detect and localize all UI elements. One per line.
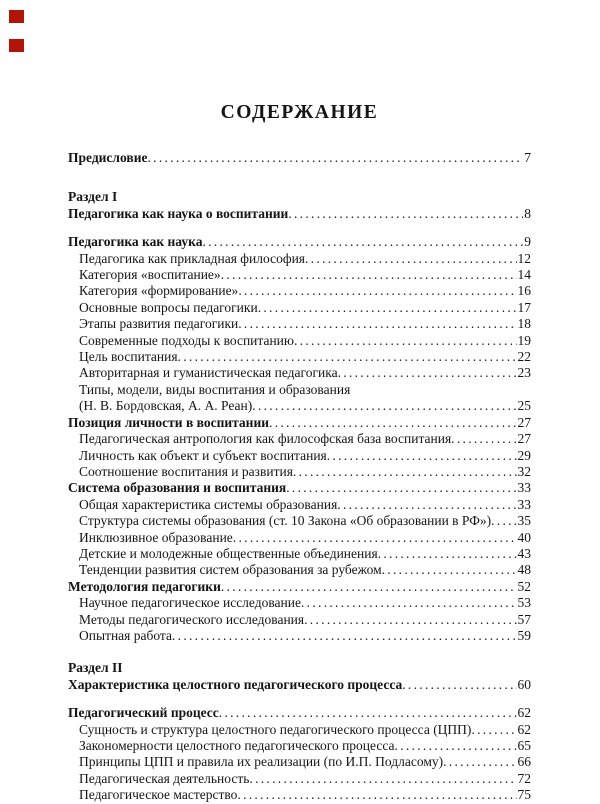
dot-leader	[288, 206, 523, 222]
toc-entry-page-number: 65	[517, 738, 531, 753]
toc-entry-label: Педагогика как прикладная философия	[79, 250, 306, 266]
toc-entry-page-number: 59	[517, 627, 531, 643]
dot-leader	[304, 612, 516, 628]
toc-entry-page-number: 19	[517, 332, 531, 348]
toc-entry	[68, 234, 531, 250]
toc-section-heading	[68, 382, 531, 398]
toc-entry-label: Категория «воспитание»	[79, 267, 221, 283]
toc-entry	[68, 349, 531, 365]
toc-entry-page-number: 62	[517, 705, 531, 721]
toc-entry-label: Педагогический процесс	[68, 705, 219, 721]
toc-entry	[68, 595, 531, 611]
dot-leader	[258, 300, 517, 316]
dot-leader	[233, 530, 517, 546]
toc-entry	[68, 316, 531, 332]
toc-entry-label: Характеристика целостного педагогического процесса	[68, 676, 403, 692]
toc-entry-label: Детские и молодежные общественные объединения	[79, 545, 378, 561]
dot-leader	[172, 628, 517, 644]
toc-entry	[68, 464, 531, 480]
toc-entry-page-number: 53	[517, 595, 531, 611]
dot-leader	[178, 349, 517, 365]
toc-entry-label: Тенденции развития систем образования за рубежом	[79, 562, 382, 578]
toc-entry-label: Типы, модели, виды воспитания и образования	[79, 381, 351, 397]
toc-entry	[68, 546, 531, 562]
toc-entry	[68, 206, 531, 222]
toc-entry	[68, 628, 531, 644]
toc-entry-label: Цель воспитания	[79, 349, 178, 365]
toc-entry	[68, 415, 531, 431]
toc-entry	[68, 480, 531, 496]
toc-entry-page-number: 72	[517, 770, 531, 786]
toc-entry-label: Методы педагогического исследования	[79, 611, 305, 627]
toc-section-heading	[68, 660, 531, 676]
toc-entry-page-number: 43	[517, 545, 531, 561]
dot-leader	[238, 316, 516, 332]
toc-entry-page-number: 66	[517, 754, 531, 770]
toc-entry-label: Авторитарная и гуманистическая педагогика	[79, 365, 338, 381]
toc-entry-page-number: 57	[517, 611, 531, 627]
toc-entry-page-number: 23	[517, 365, 531, 381]
toc-entry	[68, 267, 531, 283]
toc-entry	[68, 300, 531, 316]
dot-leader	[294, 333, 517, 349]
dot-leader	[382, 562, 517, 578]
toc-entry-page-number: 22	[517, 349, 531, 365]
toc-entry-page-number: 25	[517, 398, 531, 414]
toc-entry-label: Основные вопросы педагогики	[79, 299, 258, 315]
dot-leader	[252, 398, 516, 414]
dot-leader	[305, 251, 516, 267]
dot-leader	[286, 480, 516, 496]
toc-entry	[68, 513, 531, 529]
toc-entry	[68, 398, 531, 414]
toc-entry	[68, 448, 531, 464]
toc-entry-page-number: 60	[517, 676, 531, 692]
toc-entry-label: Общая характеристика системы образования	[79, 496, 338, 512]
toc-entry-page-number: 40	[517, 529, 531, 545]
toc-entry-label: Предисловие	[68, 150, 148, 165]
toc-entry	[68, 150, 531, 166]
toc-entry-label: Педагогика как наука о воспитании	[68, 205, 289, 221]
toc-entry	[68, 431, 531, 447]
toc-entry-label: Соотношение воспитания и развития	[79, 463, 293, 479]
toc-entry	[68, 738, 531, 754]
toc-entry	[68, 497, 531, 513]
toc-entry-label: Раздел I	[68, 189, 118, 205]
toc-entry-page-number: 27	[517, 414, 531, 430]
toc-entry-label: Категория «формирование»	[79, 283, 239, 299]
dot-leader	[337, 497, 516, 513]
dot-leader	[471, 722, 516, 738]
toc-entry	[68, 251, 531, 267]
toc-entry	[68, 771, 531, 787]
toc-entry-page-number: 29	[517, 447, 531, 463]
toc-entry	[68, 722, 531, 738]
toc-entry-page-number: 52	[517, 578, 531, 594]
toc-entry-label: Закономерности целостного педагогического процесса	[79, 738, 395, 753]
toc-entry-label: Этапы развития педагогики	[79, 316, 239, 332]
toc-entry-label: Позиция личности в воспитании	[68, 414, 270, 430]
toc-entry-label: Сущность и структура целостного педагогического процесса (ЦПП)	[79, 721, 472, 737]
dot-leader	[202, 234, 523, 250]
toc-entry-label: Принципы ЦПП и правила их реализации (по И.П. Подласому)	[79, 754, 444, 770]
toc-entry-page-number: 48	[517, 562, 531, 578]
red-square-marker-bottom-icon	[9, 39, 24, 52]
dot-leader	[249, 771, 516, 787]
page-title: СОДЕРЖАНИЕ	[220, 102, 379, 123]
toc-entry	[68, 705, 531, 721]
toc-entry-label: Система образования и воспитания	[68, 480, 287, 496]
toc-entry-label: Методология педагогики	[68, 578, 221, 594]
dot-leader	[238, 283, 516, 299]
toc-entry	[68, 677, 531, 693]
toc-entry-page-number: 9	[524, 234, 531, 250]
toc-page	[68, 0, 531, 804]
toc-entry	[68, 283, 531, 299]
dot-leader	[221, 579, 517, 595]
toc-entry-page-number: 18	[517, 316, 531, 332]
toc-entry-page-number: 27	[517, 431, 531, 447]
dot-leader	[451, 431, 516, 447]
toc-entry-page-number: 7	[524, 150, 531, 165]
toc-entry	[68, 333, 531, 349]
toc-entry-page-number: 33	[517, 496, 531, 512]
toc-entry	[68, 530, 531, 546]
toc-entry-label: Раздел II	[68, 660, 123, 676]
toc-entry-page-number: 14	[517, 267, 531, 283]
dot-leader	[219, 705, 517, 721]
toc-entry-label: Личность как объект и субъект воспитания	[79, 447, 327, 463]
toc-entry-label: Инклюзивное образование	[79, 529, 233, 545]
dot-leader	[338, 365, 517, 381]
toc-entry-label: (Н. В. Бордовская, А. А. Реан)	[79, 398, 253, 414]
toc-section-heading	[68, 189, 531, 205]
red-square-marker-top-icon	[9, 10, 24, 23]
dot-leader	[327, 448, 517, 464]
toc-entry-page-number: 12	[517, 250, 531, 266]
dot-leader	[301, 595, 517, 611]
toc-entry-label: Структура системы образования (ст. 10 Закона «Об образовании в РФ»)	[79, 513, 492, 529]
toc-entry-page-number: 62	[517, 721, 531, 737]
dot-leader	[443, 754, 516, 770]
toc-entry-page-number: 17	[517, 299, 531, 315]
toc-entry-label: Педагогика как наука	[68, 234, 203, 250]
toc-list	[68, 150, 531, 804]
toc-entry	[68, 754, 531, 770]
toc-entry-page-number: 16	[517, 283, 531, 299]
toc-entry-page-number: 8	[524, 205, 531, 221]
dot-leader	[395, 738, 517, 754]
toc-entry-page-number: 33	[517, 480, 531, 496]
toc-entry-label: Современные подходы к воспитанию	[79, 332, 294, 348]
dot-leader	[293, 464, 517, 480]
toc-entry-label: Педагогическая деятельность	[79, 770, 250, 786]
dot-leader	[147, 150, 523, 166]
dot-leader	[378, 546, 517, 562]
toc-entry-label: Педагогическая антропология как философская база воспитания	[79, 431, 452, 447]
toc-entry	[68, 787, 531, 803]
dot-leader	[402, 677, 516, 693]
toc-entry-label: Научное педагогическое исследование	[79, 595, 301, 611]
toc-entry	[68, 365, 531, 381]
toc-entry-page-number: 32	[517, 463, 531, 479]
dot-leader	[237, 787, 516, 803]
dot-leader	[491, 513, 516, 529]
dot-leader	[269, 415, 516, 431]
toc-entry-label: Опытная работа	[79, 627, 172, 643]
toc-entry-page-number: 35	[517, 513, 531, 529]
toc-entry-page-number: 75	[517, 787, 531, 803]
toc-entry	[68, 612, 531, 628]
toc-entry	[68, 579, 531, 595]
toc-entry	[68, 562, 531, 578]
dot-leader	[221, 267, 517, 283]
toc-entry-label: Педагогическое мастерство	[79, 787, 238, 803]
